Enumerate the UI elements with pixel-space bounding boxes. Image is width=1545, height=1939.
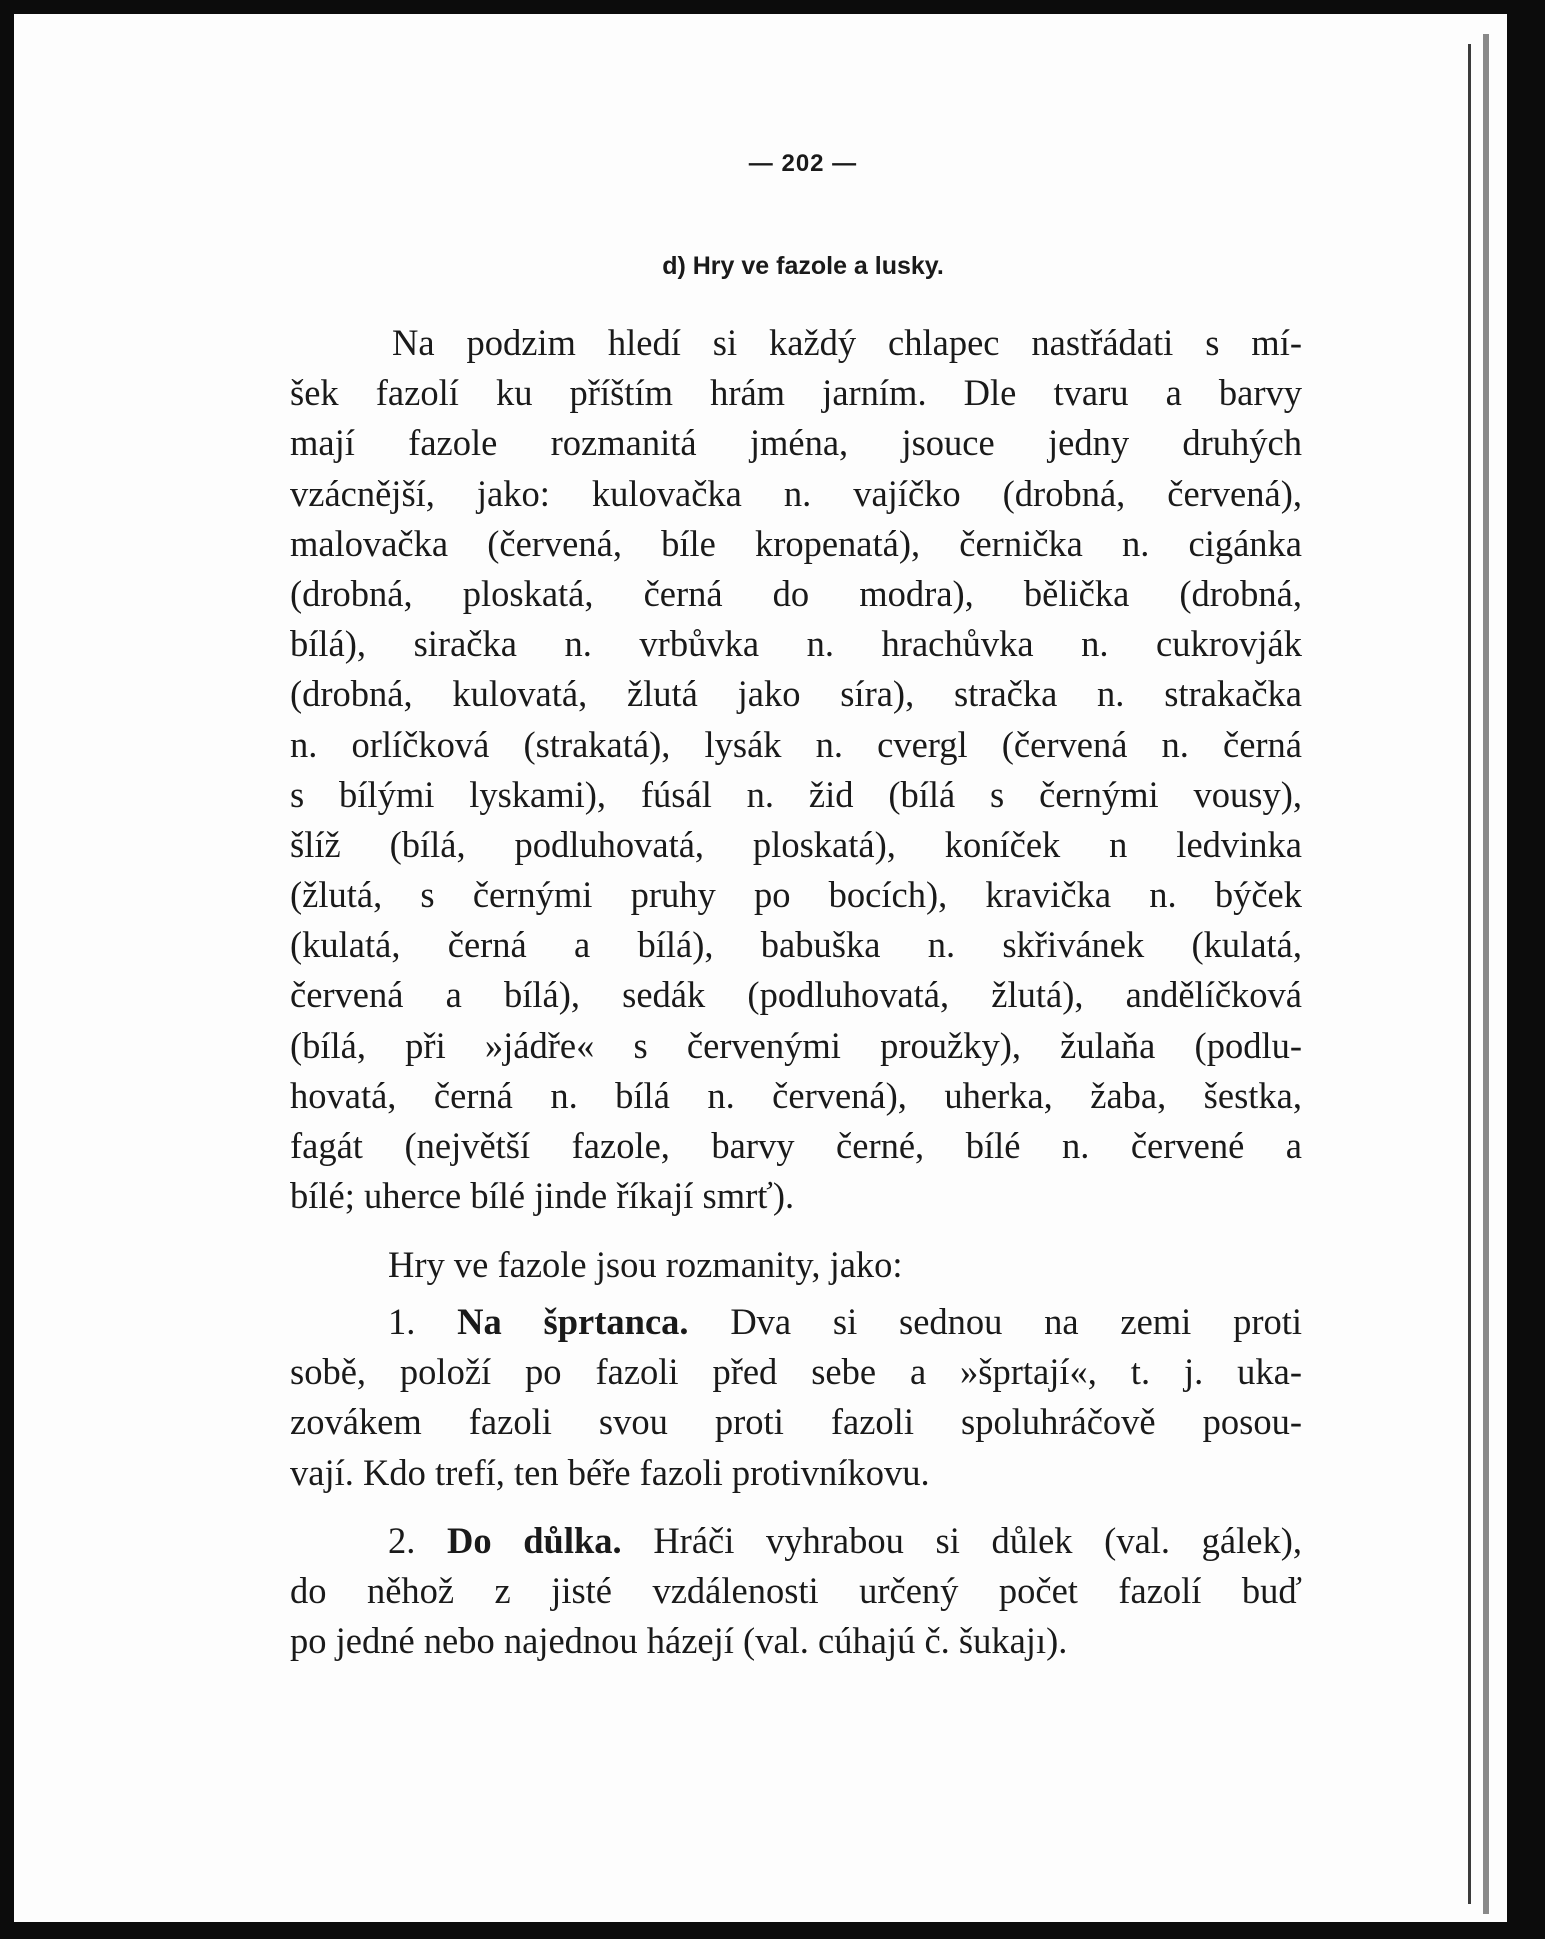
game-number: 2. — [388, 1520, 416, 1561]
text-line: bílé; uherce bílé jinde říkají smrť). — [290, 1175, 795, 1217]
text-line: vají. Kdo trefí, ten béře fazoli protivníkovu. — [290, 1451, 930, 1493]
text-line: fagát (největší fazole, barvy černé, bílé n. červené a — [290, 1125, 1302, 1166]
text-line: (kulatá, černá a bílá), babuška n. skřivánek (kulatá, — [290, 924, 1302, 966]
page-number: — 202 — — [748, 150, 858, 177]
text-line: (drobná, kulovatá, žlutá jako síra), stračka n. strakačka — [290, 673, 1302, 715]
text-line: Na podzim hledí si každý chlapec nastřádati s mí- — [392, 322, 1302, 363]
game-number: 1. — [388, 1301, 416, 1342]
game-2-dulka — [290, 1516, 1302, 1667]
page-edge-shadow — [1483, 34, 1489, 1914]
paragraph-games-intro — [290, 1240, 1302, 1290]
text-line: do něhož z jisté vzdálenosti určený počet fazolí buď — [290, 1570, 1302, 1612]
text-line-first — [290, 1516, 1302, 1566]
page-edge-line — [1468, 44, 1471, 1904]
game-1-sprtanca — [290, 1297, 1302, 1498]
text-line: s bílými lyskami), fúsál n. žid (bílá s černými vousy), — [290, 773, 1302, 815]
text-line-first — [290, 1297, 1302, 1347]
text-line: Hry ve fazole jsou rozmanity, jako: — [388, 1244, 903, 1285]
text-line: n. orlíčková (strakatá), lysák n. cvergl (červená n. černá — [290, 723, 1302, 765]
text-line: (žlutá, s černými pruhy po bocích), kravička n. býček — [290, 874, 1302, 916]
game-title: Do důlka. — [447, 1520, 622, 1561]
game-title: Na šprtanca. — [457, 1301, 689, 1342]
text-line: červená a bílá), sedák (podluhovatá, žlutá), andělíčková — [290, 974, 1302, 1016]
text-line: šlíž (bílá, podluhovatá, ploskatá), koníček n ledvinka — [290, 823, 1302, 865]
text-line: sobě, položí po fazoli před sebe a »šprtají«, t. j. uka- — [290, 1351, 1302, 1393]
text-line: vzácnější, jako: kulovačka n. vajíčko (drobná, červená), — [290, 472, 1302, 514]
text-line: (drobná, ploskatá, černá do modra), bělička (drobná, — [290, 572, 1302, 614]
text-line: bílá), siračka n. vrbůvka n. hrachůvka n. cukrovják — [290, 623, 1302, 665]
paragraph-fazole-names — [290, 318, 1302, 1221]
text-line: (bílá, při »jádře« s červenými proužky), žulaňa (podlu- — [290, 1024, 1302, 1066]
game-first-line-rest: Hráči vyhrabou si důlek (val. gálek), — [653, 1520, 1303, 1561]
text-line: malovačka (červená, bíle kropenatá), černička n. cigánka — [290, 522, 1302, 564]
section-heading: d) Hry ve fazole a lusky. — [662, 252, 944, 280]
text-line: šek fazolí ku příštím hrám jarním. Dle tvaru a barvy — [290, 372, 1302, 414]
text-line: mají fazole rozmanitá jména, jsouce jedny druhých — [290, 422, 1302, 464]
text-line: hovatá, černá n. bílá n. červená), uherka, žaba, šestka, — [290, 1074, 1302, 1116]
game-first-line-rest: Dva si sednou na zemi proti — [730, 1301, 1303, 1342]
text-line: zovákem fazoli svou proti fazoli spoluhráčově posou- — [290, 1401, 1302, 1443]
text-line: po jedné nebo najednou házejí (val. cúhajú č. šukajı). — [290, 1620, 1068, 1662]
